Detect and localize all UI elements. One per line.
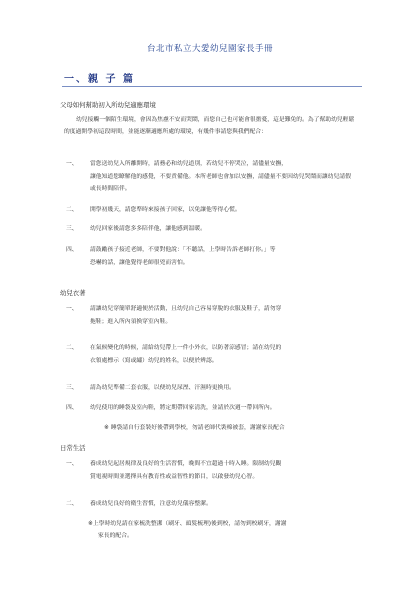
- list-item: [66, 498, 356, 511]
- item-number: 二、: [66, 207, 78, 213]
- item-text: 幼兒使用的睡袋及室內鞋，將定期帶回家清洗，並請於次週一帶回所內。: [90, 405, 276, 411]
- list-item: [66, 382, 356, 395]
- item-text: 請讓幼兒穿簡單舒適便於活動，且幼兒自己容易穿脫的衣服及鞋子，請勿穿: [90, 306, 282, 312]
- item-number: 四、: [66, 405, 78, 411]
- item-text: 在氣候變化的時候，請給幼兒帶上一件小外衣，以防著涼感冒；請在幼兒的: [90, 345, 282, 351]
- item-number: 三、: [66, 385, 78, 391]
- hygiene-note-continued: 家長的配合。: [98, 533, 133, 539]
- item-number: 二、: [66, 345, 78, 351]
- section-divider: [62, 86, 362, 87]
- item-text: 當您送幼兒入所離開時，請務必和幼兒道別，若幼兒不停哭泣，請儘量安撫，: [90, 161, 288, 167]
- item-text: 請鼓勵孩子接近老師，不要對他說：「不聽話，上學時告訴老師打你。」等: [90, 247, 276, 253]
- document-title: 台北市私立大愛幼兒園家長手冊: [146, 44, 273, 54]
- list-item: [66, 223, 356, 236]
- item-number: 四、: [66, 247, 78, 253]
- item-number: 三、: [66, 226, 78, 232]
- list-item: [66, 244, 356, 269]
- item-text: 請為幼兒準備二套衣服，以便幼兒尿溼、汗濕時更換用。: [90, 385, 235, 391]
- item-text: 幼兒回家後請您多多陪伴他，讓他感到溫暖。: [90, 226, 206, 232]
- item-text: 養成幼兒良好的衛生習慣，注意幼兒儀容整潔。: [90, 501, 212, 507]
- item-number: 一、: [66, 461, 78, 467]
- list-item: [66, 158, 356, 196]
- item-text-continued: 衣領處標示（寫或繡）幼兒的姓名，以便於辨認。: [90, 357, 218, 364]
- item-text: 養成幼兒起居規律及良好的生活習慣，晚間不宜超過十時入睡。限制幼兒觀: [90, 461, 282, 467]
- intro-paragraph: 幼兒接觸一個陌生環境，會因為焦慮不安而哭鬧，而您自己也可能會很擔憂，這是難免的。為了幫助幼兒輕鬆的度過開學初這段時間，並能逐漸適應所處的環境，有幾件事請您與我們配合：: [64, 117, 355, 135]
- list-item: [66, 402, 356, 415]
- section-heading: 一、親 子 篇: [64, 74, 135, 85]
- item-text-continued: 讓他知道您瞭解他的感覺，不要責備他。本所老師也會加以安撫，請儘量不要因幼兒哭鬧而讓幼兒請假或長時間陪伴。: [90, 173, 351, 192]
- item-text: 開學初幾天，請您準時來接孩子回家，以免讓他等得心慌。: [90, 207, 241, 213]
- subheading-adaptation: 父母如何幫助初入所幼兒適應環境: [60, 101, 156, 109]
- subheading-daily-life: 日常生活: [60, 444, 86, 452]
- item-text-continued: 賞電視時間並選擇具有教育性或益智性的節目，以啟發幼兒心智。: [90, 473, 259, 480]
- list-item: [66, 342, 356, 367]
- clothing-note: ※ 睡袋請自行套裝好後帶到學校，勿請老師代裝棉被套，謝謝家長配合: [104, 425, 285, 431]
- item-number: 一、: [66, 161, 78, 167]
- item-number: 二、: [66, 501, 78, 507]
- list-item: [66, 303, 356, 328]
- item-text-continued: 恐嚇的話，讓他覺得老師很兇而害怕。: [90, 259, 189, 266]
- hygiene-note: [88, 518, 368, 542]
- hygiene-note-text: ※上學時幼兒請在家梳洗整潔（刷牙、頭髮梳理)後到校，請勿到校刷牙，謝謝: [88, 521, 287, 527]
- item-number: 一、: [66, 306, 78, 312]
- list-item: [66, 458, 356, 483]
- list-item: [66, 204, 356, 217]
- subheading-clothing: 幼兒衣著: [60, 289, 86, 297]
- item-text-continued: 拖鞋；進入所內須換穿室內鞋。: [90, 318, 172, 325]
